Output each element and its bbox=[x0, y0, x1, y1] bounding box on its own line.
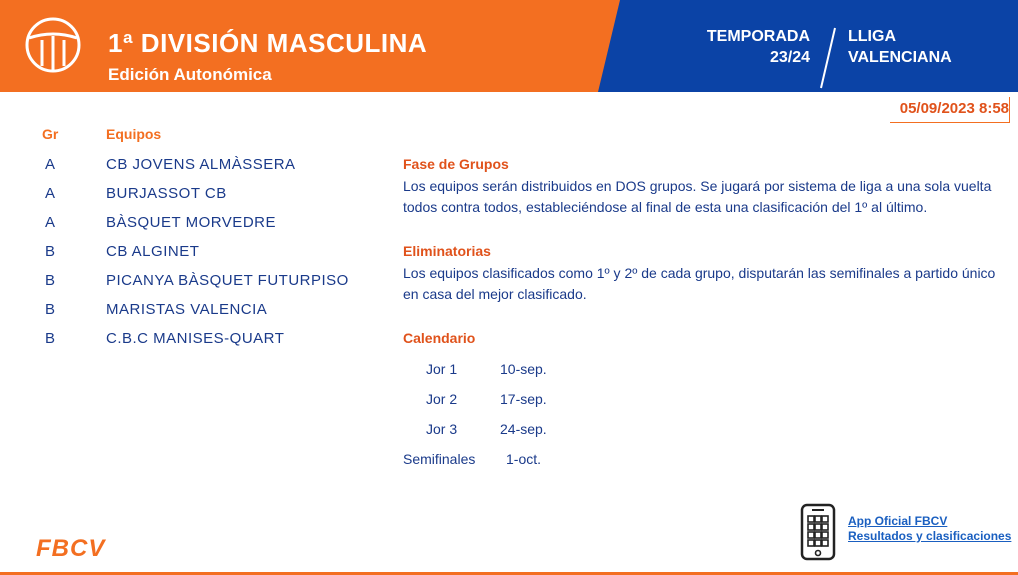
section-group-phase bbox=[403, 156, 1008, 218]
table-row bbox=[30, 208, 360, 237]
calendar-round: Jor 1 bbox=[426, 361, 458, 377]
column-header-group: Gr bbox=[42, 126, 59, 142]
section-title: Calendario bbox=[403, 330, 476, 346]
team-group: B bbox=[45, 301, 56, 318]
app-link-line2[interactable]: Resultados y clasificaciones bbox=[848, 529, 1012, 543]
calendar-row bbox=[403, 384, 1008, 414]
calendar-date: 10-sep. bbox=[500, 361, 547, 377]
calendar-list bbox=[403, 354, 1008, 474]
calendar-round: Jor 3 bbox=[426, 421, 458, 437]
table-row bbox=[30, 266, 360, 295]
team-name: PICANYA BÀSQUET FUTURPISO bbox=[106, 272, 349, 289]
section-title: Fase de Grupos bbox=[403, 156, 509, 172]
table-row bbox=[30, 150, 360, 179]
season-label: TEMPORADA bbox=[706, 28, 810, 45]
team-name: BURJASSOT CB bbox=[106, 185, 227, 202]
section-title: Eliminatorias bbox=[403, 243, 491, 259]
team-name: BÀSQUET MORVEDRE bbox=[106, 214, 276, 231]
section-text: Los equipos clasificados como 1º y 2º de cada grupo, disputarán las semifinales a partido único en casa del mejor clasificado. bbox=[403, 265, 996, 302]
column-header-team: Equipos bbox=[106, 126, 162, 142]
calendar-row bbox=[403, 414, 1008, 444]
team-name: C.B.C MANISES-QUART bbox=[106, 330, 285, 347]
section-calendar bbox=[403, 330, 1008, 474]
teams-table-header bbox=[30, 126, 360, 150]
league-line2: VALENCIANA bbox=[848, 49, 952, 66]
fbcv-wordmark-logo: FBCV bbox=[36, 535, 106, 562]
app-link[interactable] bbox=[848, 514, 1011, 544]
app-link-line1[interactable]: App Oficial FBCV bbox=[848, 514, 948, 528]
league-line1: LLIGA bbox=[848, 28, 896, 45]
calendar-round: Jor 2 bbox=[426, 391, 458, 407]
timestamp-box bbox=[890, 97, 1010, 123]
season-block bbox=[680, 26, 810, 68]
team-group: A bbox=[45, 214, 56, 231]
table-row bbox=[30, 324, 360, 353]
table-row bbox=[30, 295, 360, 324]
team-group: A bbox=[45, 156, 56, 173]
smartphone-icon[interactable] bbox=[800, 503, 836, 561]
timestamp: 05/09/2023 8:58 bbox=[899, 100, 1009, 117]
season-value: 23/24 bbox=[769, 49, 810, 66]
calendar-date: 1-oct. bbox=[506, 451, 542, 467]
calendar-row bbox=[403, 354, 1008, 384]
header-divider-slash bbox=[818, 26, 838, 90]
calendar-date: 17-sep. bbox=[500, 391, 547, 407]
table-row bbox=[30, 237, 360, 266]
calendar-date: 24-sep. bbox=[500, 421, 547, 437]
fbcv-basketball-logo-icon bbox=[24, 16, 82, 74]
table-row bbox=[30, 179, 360, 208]
section-text: Los equipos serán distribuidos en DOS grupos. Se jugará por sistema de liga a una sola vuelta todos contra todos, estableciéndose al final de esta una clasificación del 1º al último. bbox=[403, 178, 992, 215]
competition-info bbox=[403, 156, 1008, 474]
team-name: MARISTAS VALENCIA bbox=[106, 301, 268, 318]
team-group: B bbox=[45, 243, 56, 260]
team-name: CB JOVENS ALMÀSSERA bbox=[106, 156, 296, 173]
calendar-row-semifinals bbox=[403, 444, 1008, 474]
calendar-round: Semifinales bbox=[403, 451, 476, 467]
league-block bbox=[848, 26, 1008, 68]
section-knockout bbox=[403, 243, 1008, 305]
team-group: B bbox=[45, 272, 56, 289]
page-subtitle: Edición Autonómica bbox=[108, 65, 272, 84]
team-group: A bbox=[45, 185, 56, 202]
header-banner bbox=[0, 0, 1018, 92]
page-title: 1ª DIVISIÓN MASCULINA bbox=[108, 28, 428, 58]
team-name: CB ALGINET bbox=[106, 243, 200, 260]
team-group: B bbox=[45, 330, 56, 347]
teams-table bbox=[30, 126, 360, 353]
